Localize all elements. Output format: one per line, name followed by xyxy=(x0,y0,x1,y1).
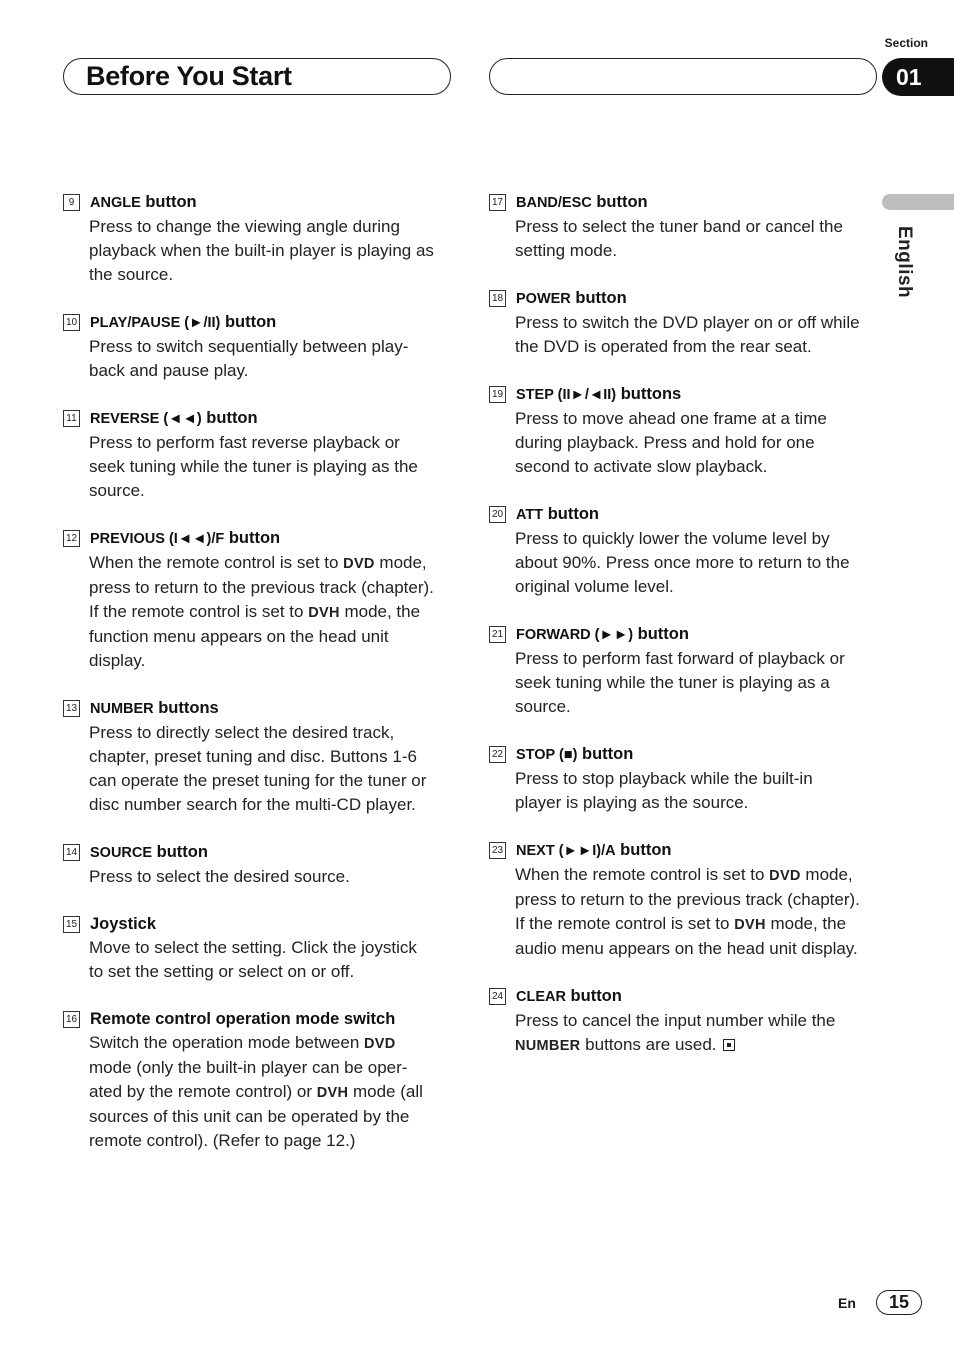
entry-title-text: buttons xyxy=(153,699,219,717)
entry-heading xyxy=(63,696,435,721)
entry-heading xyxy=(489,984,861,1009)
entry-description: Press to perform fast reverse playback or seek tuning while the tuner is playing as the source. xyxy=(89,433,418,500)
entry-title xyxy=(90,840,208,865)
button-entry xyxy=(489,622,861,719)
entry-number: 18 xyxy=(489,290,506,307)
section-label: Section xyxy=(884,36,928,50)
entry-description: Press to stop playback while the built-in player is playing as the source. xyxy=(515,769,813,812)
entry-description: Switch the operation mode between DVD mode (only the built-in player can be oper-ated by the remote control) or DVH mode (all sources of this unit can be operated by the remote control). (Refer to page 12.) xyxy=(89,1033,423,1150)
entry-title-text: button xyxy=(577,745,634,763)
entry-description: Press to cancel the input number while the NUMBER buttons are used. xyxy=(515,1011,836,1054)
entry-title-text: button xyxy=(140,193,197,211)
entry-title-text: button xyxy=(152,843,208,861)
entry-title xyxy=(516,984,622,1009)
entry-number: 14 xyxy=(63,844,80,861)
mode-keyword: DVD xyxy=(343,556,375,572)
entry-number: 20 xyxy=(489,506,506,523)
button-entry xyxy=(489,286,861,359)
entry-number: 12 xyxy=(63,530,80,547)
entry-title xyxy=(90,696,219,721)
mode-keyword: NUMBER xyxy=(515,1038,581,1054)
entry-description: Press to directly select the desired track, chapter, preset tuning and disc. Buttons 1-6 can operate the preset tuning for the tuner or disc number search for the multi-CD player. xyxy=(89,723,427,814)
entry-description: Press to select the desired source. xyxy=(89,867,350,886)
entry-title-text: button xyxy=(565,987,622,1005)
page-number: 15 xyxy=(876,1290,922,1315)
entry-title-text: button xyxy=(591,193,648,211)
language-tab-bar xyxy=(882,194,954,210)
entry-title xyxy=(90,406,258,431)
entry-heading xyxy=(63,1007,435,1031)
entry-title-text: button xyxy=(615,841,672,859)
button-entry xyxy=(63,310,435,383)
entry-description: Press to quickly lower the volume level by about 90%. Press once more to return to the original volume level. xyxy=(515,529,850,596)
entry-heading xyxy=(63,912,435,936)
entry-heading xyxy=(63,190,435,215)
entry-number: 16 xyxy=(63,1011,80,1028)
entry-title-keyword: POWER xyxy=(516,291,571,307)
button-entry xyxy=(489,984,861,1058)
mode-keyword: DVD xyxy=(769,868,801,884)
entry-number: 11 xyxy=(63,410,80,427)
entry-description: When the remote control is set to DVD mode, press to return to the previous track (chapter). If the remote control is set to DVH mode, the function menu appears on the head unit display. xyxy=(89,553,434,670)
entry-description: Press to perform fast forward of playback or seek tuning while the tuner is playing as a source. xyxy=(515,649,845,716)
entry-title-text: Joystick xyxy=(90,915,157,933)
entry-description: Press to switch the DVD player on or off while the DVD is operated from the rear seat. xyxy=(515,313,860,356)
right-column xyxy=(489,190,861,1081)
entry-heading xyxy=(489,286,861,311)
button-entry xyxy=(63,840,435,889)
entry-number: 23 xyxy=(489,842,506,859)
entry-number: 10 xyxy=(63,314,80,331)
entry-title xyxy=(516,382,681,407)
left-column xyxy=(63,190,435,1176)
entry-title-keyword: STEP (II►/◄II) xyxy=(516,387,617,403)
entry-title xyxy=(90,912,156,936)
entry-heading xyxy=(489,622,861,647)
mode-keyword: DVH xyxy=(734,917,766,933)
entry-number: 13 xyxy=(63,700,80,717)
entry-title-keyword: ATT xyxy=(516,507,544,523)
button-entry xyxy=(63,1007,435,1153)
mode-keyword: DVH xyxy=(308,605,340,621)
entry-number: 15 xyxy=(63,916,80,933)
entry-title-keyword: ANGLE xyxy=(90,195,141,211)
button-entry xyxy=(63,912,435,984)
end-of-section-icon xyxy=(723,1039,735,1051)
entry-title xyxy=(516,190,648,215)
entry-title-keyword: FORWARD (►►) xyxy=(516,627,634,643)
entry-title-text: button xyxy=(543,505,600,523)
entry-number: 17 xyxy=(489,194,506,211)
entry-number: 24 xyxy=(489,988,506,1005)
entry-title-text: button xyxy=(220,313,277,331)
entry-number: 19 xyxy=(489,386,506,403)
mode-keyword: DVD xyxy=(364,1036,396,1052)
entry-title xyxy=(516,838,671,863)
entry-title-keyword: NEXT (►►I)/A xyxy=(516,843,616,859)
entry-title-keyword: CLEAR xyxy=(516,989,566,1005)
entry-description: Move to select the setting. Click the joystick to set the setting or select on or off. xyxy=(89,938,417,981)
entry-description: Press to switch sequentially between play-back and pause play. xyxy=(89,337,409,380)
button-entry xyxy=(489,502,861,599)
entry-title xyxy=(90,310,276,335)
entry-heading xyxy=(63,406,435,431)
header-title-box xyxy=(63,58,451,95)
entry-title-keyword: STOP (■) xyxy=(516,747,578,763)
entry-heading xyxy=(489,190,861,215)
section-number-tab: 01 xyxy=(882,58,954,96)
entry-description: Press to move ahead one frame at a time during playback. Press and hold for one second to activate slow playback. xyxy=(515,409,827,476)
button-entry xyxy=(489,838,861,961)
entry-number: 22 xyxy=(489,746,506,763)
button-entry xyxy=(63,190,435,287)
entry-title-text: button xyxy=(201,409,258,427)
entry-title xyxy=(516,622,689,647)
language-label: English xyxy=(894,226,915,299)
entry-heading xyxy=(489,382,861,407)
entry-title-text: button xyxy=(570,289,627,307)
page-title: Before You Start xyxy=(86,61,292,91)
entry-title-keyword: REVERSE (◄◄) xyxy=(90,411,202,427)
button-entry xyxy=(63,526,435,673)
entry-heading xyxy=(63,526,435,551)
entry-title-keyword: SOURCE xyxy=(90,845,153,861)
entry-title-keyword: NUMBER xyxy=(90,701,154,717)
entry-heading xyxy=(63,840,435,865)
entry-title xyxy=(516,742,633,767)
entry-title xyxy=(90,1007,395,1031)
entry-title-text: buttons xyxy=(616,385,682,403)
entry-title xyxy=(516,502,599,527)
entry-heading xyxy=(489,742,861,767)
entry-title-text: button xyxy=(224,529,281,547)
entry-description: When the remote control is set to DVD mode, press to return to the previous track (chapter). If the remote control is set to DVH mode, the audio menu appears on the head unit display. xyxy=(515,865,860,958)
entry-title-keyword: PLAY/PAUSE (►/II) xyxy=(90,315,221,331)
entry-title-text: button xyxy=(633,625,689,643)
entry-title xyxy=(516,286,627,311)
button-entry xyxy=(63,696,435,817)
entry-title-keyword: BAND/ESC xyxy=(516,195,592,211)
entry-number: 21 xyxy=(489,626,506,643)
button-entry xyxy=(489,190,861,263)
header-blank-box xyxy=(489,58,877,95)
footer-language: En xyxy=(838,1295,856,1311)
button-entry xyxy=(63,406,435,503)
entry-heading xyxy=(489,838,861,863)
entry-heading xyxy=(489,502,861,527)
entry-description: Press to select the tuner band or cancel the setting mode. xyxy=(515,217,843,260)
entry-heading xyxy=(63,310,435,335)
mode-keyword: DVH xyxy=(316,1085,349,1101)
button-entry xyxy=(489,382,861,479)
entry-title xyxy=(90,526,280,551)
entry-number: 9 xyxy=(63,194,80,211)
entry-title-text: Remote control operation mode switch xyxy=(90,1010,396,1028)
button-entry xyxy=(489,742,861,815)
entry-title xyxy=(90,190,197,215)
entry-title-keyword: PREVIOUS (I◄◄)/F xyxy=(90,531,225,547)
entry-description: Press to change the viewing angle during playback when the built-in player is playing as the source. xyxy=(89,217,434,284)
